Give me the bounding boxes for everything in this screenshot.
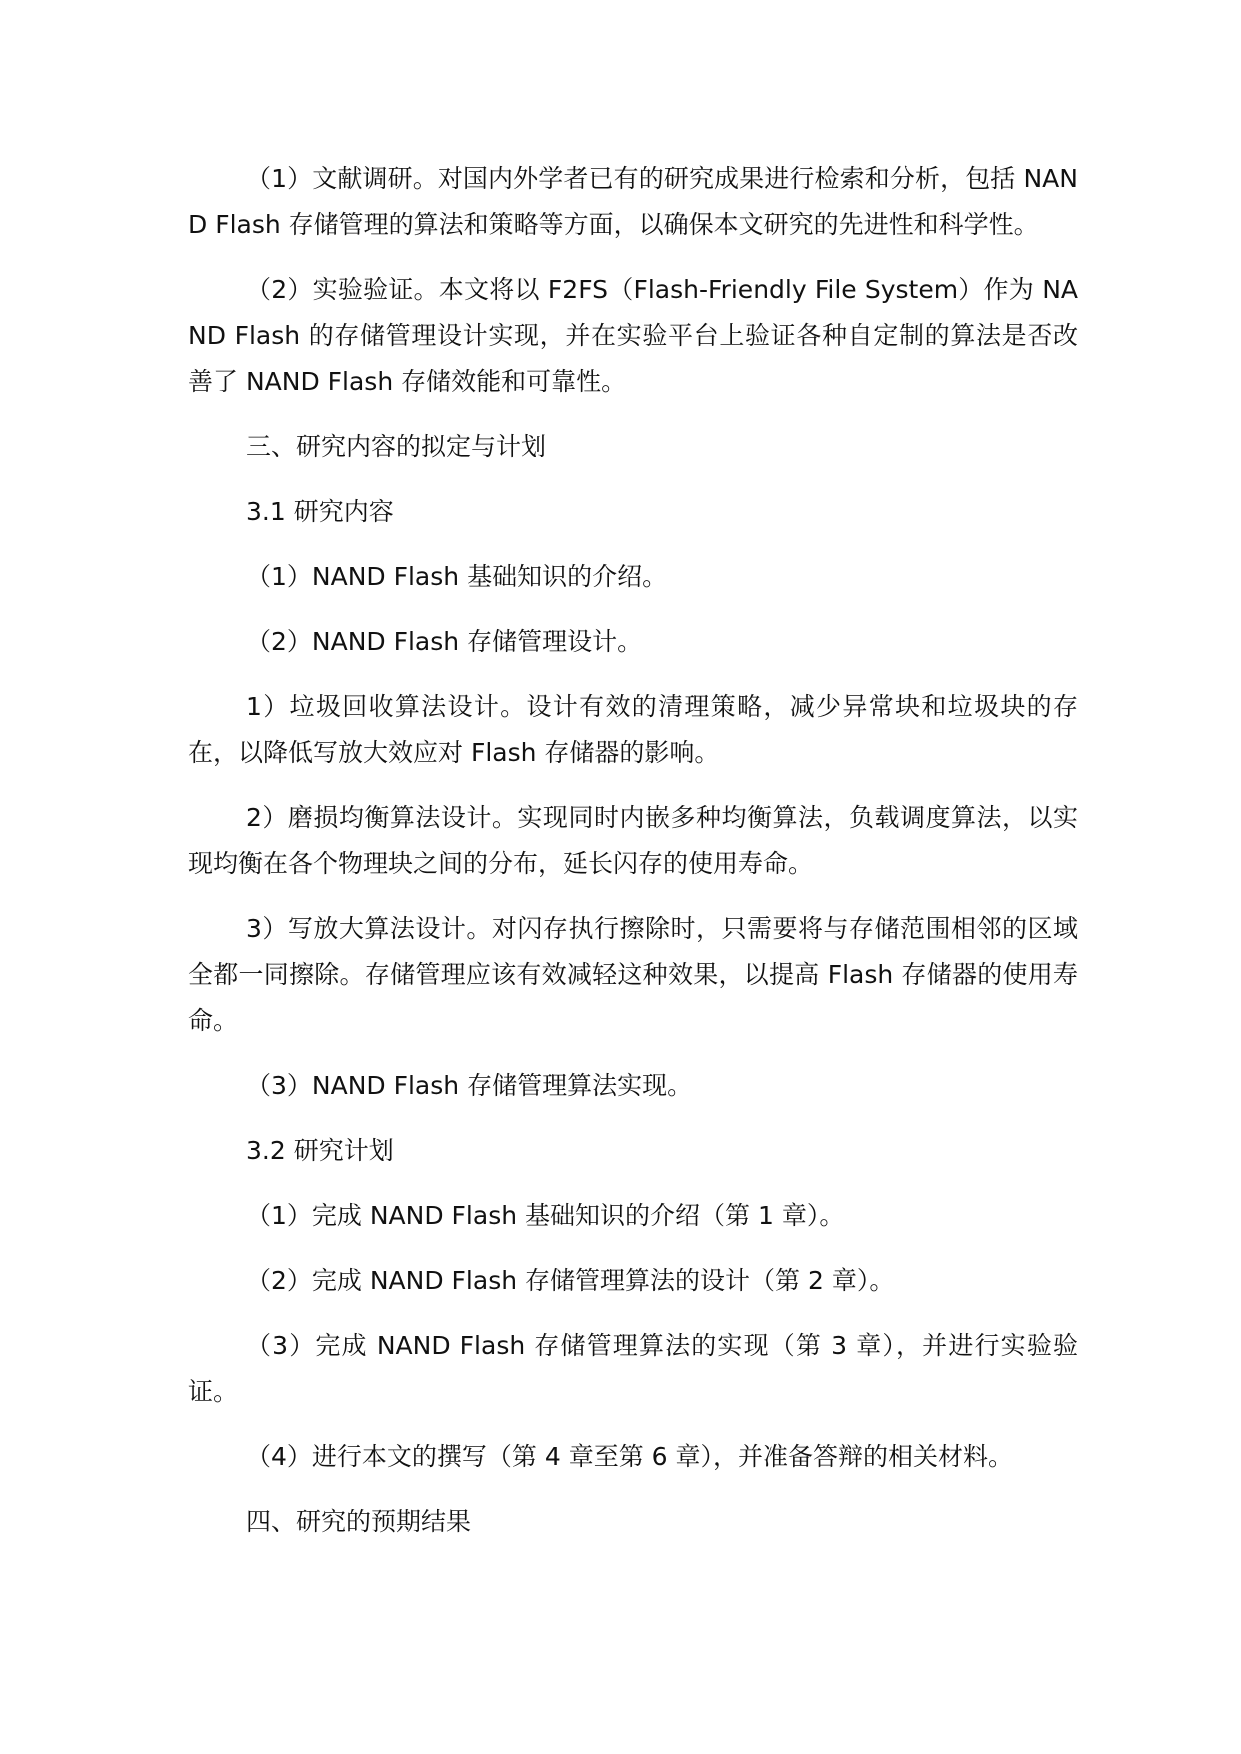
document-body	[188, 156, 1078, 1564]
paragraph-write-amplification: 3）写放大算法设计。对闪存执行擦除时，只需要将与存储范围相邻的区域全都一同擦除。存储管理应该有效减轻这种效果，以提高 Flash 存储器的使用寿命。	[188, 914, 1078, 1035]
list-item-plan-4: （4）进行本文的撰写（第 4 章至第 6 章），并准备答辩的相关材料。	[246, 1442, 1014, 1471]
subsection-heading-3-1: 3.1 研究内容	[246, 497, 394, 526]
list-item-content-2: （2）NAND Flash 存储管理设计。	[246, 627, 643, 656]
list-item-content-3: （3）NAND Flash 存储管理算法实现。	[246, 1071, 693, 1100]
list-item-plan-3: （3）完成 NAND Flash 存储管理算法的实现（第 3 章），并进行实验验证。	[188, 1331, 1078, 1406]
section-heading-4: 四、研究的预期结果	[246, 1507, 472, 1536]
subsection-heading-3-2: 3.2 研究计划	[246, 1136, 394, 1165]
paragraph-experimental-validation: （2）实验验证。本文将以 F2FS（Flash-Friendly File System）作为 NAND Flash 的存储管理设计实现，并在实验平台上验证各种自定制的算法是否改善了 NAND Flash 存储效能和可靠性。	[188, 275, 1078, 396]
section-heading-3: 三、研究内容的拟定与计划	[246, 432, 547, 461]
list-item-content-1: （1）NAND Flash 基础知识的介绍。	[246, 562, 668, 591]
paragraph-literature-review: （1）文献调研。对国内外学者已有的研究成果进行检索和分析，包括 NAND Flash 存储管理的算法和策略等方面，以确保本文研究的先进性和科学性。	[188, 164, 1078, 239]
paragraph-garbage-collection: 1）垃圾回收算法设计。设计有效的清理策略，减少异常块和垃圾块的存在，以降低写放大效应对 Flash 存储器的影响。	[188, 692, 1078, 767]
paragraph-wear-leveling: 2）磨损均衡算法设计。实现同时内嵌多种均衡算法，负载调度算法，以实现均衡在各个物理块之间的分布，延长闪存的使用寿命。	[188, 803, 1078, 878]
list-item-plan-1: （1）完成 NAND Flash 基础知识的介绍（第 1 章）。	[246, 1201, 845, 1230]
list-item-plan-2: （2）完成 NAND Flash 存储管理算法的设计（第 2 章）。	[246, 1266, 895, 1295]
